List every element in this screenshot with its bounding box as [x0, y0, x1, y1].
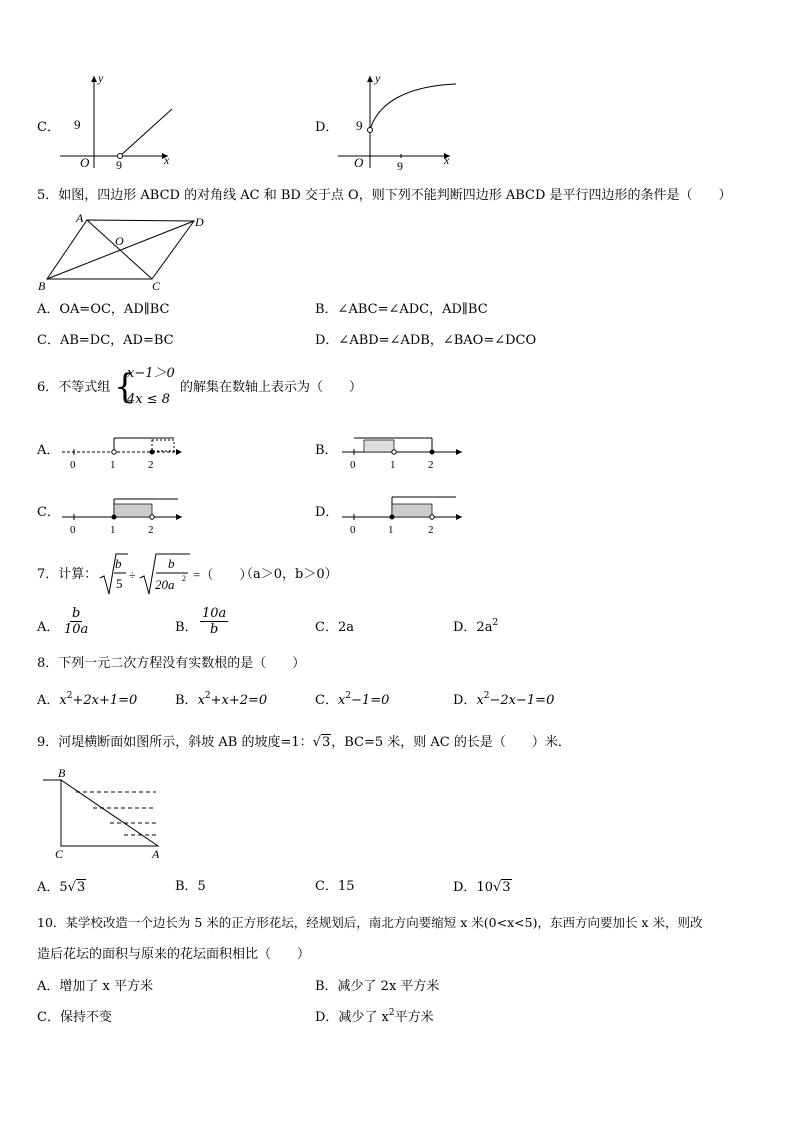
- q6-brace: {: [114, 367, 136, 407]
- q7-b-num: 10a: [202, 606, 227, 621]
- q8-c-post: −1=0: [351, 693, 390, 708]
- q5-stem: 5．如图，四边形 ABCD 的对角线 AC 和 BD 交于点 O，则下列不能判断四边形 ABCD 是平行四边形的条件是（ ）: [37, 188, 732, 203]
- q4c-origin: O: [80, 155, 90, 170]
- q6-numberline-a: [62, 432, 192, 472]
- q6-option-a-label: A．: [37, 443, 60, 458]
- q9-stem-prefix: 9．河堤横断面如图所示，斜坡 AB 的坡度=1：: [37, 735, 313, 750]
- q4d-x-label: x: [444, 153, 450, 167]
- q4c-y-label: y: [98, 71, 104, 85]
- q6-option-d-label: D．: [315, 505, 339, 520]
- q5-label-a: A: [76, 211, 84, 225]
- q10-d-pre: D．减少了 x: [315, 1010, 389, 1025]
- q7-f2-num: b: [168, 556, 175, 571]
- q7-a-den: 10a: [64, 622, 89, 637]
- q5-label-d: D: [195, 215, 204, 229]
- q7-f1-den: 5: [116, 576, 123, 591]
- q7-f1-num: b: [115, 556, 122, 571]
- q6b-tick-0: 0: [350, 459, 356, 471]
- q4d-x-tick: 9: [397, 159, 403, 173]
- q8-d-post: −2x−1=0: [489, 693, 555, 708]
- q7-stem-prefix: 7．计算：: [37, 567, 98, 582]
- q7-div: ÷: [129, 568, 136, 582]
- q9-label-a: A: [152, 847, 160, 861]
- q5-option-b: B．∠ABC=∠ADC，AD∥BC: [315, 302, 488, 317]
- q8-b-label: B．: [175, 693, 198, 708]
- q10-option-b: B．减少了 2x 平方米: [315, 979, 440, 994]
- q7-condition: （a＞0，b＞0）: [240, 567, 338, 582]
- q6-stem-prefix: 6．不等式组: [37, 380, 111, 395]
- q6c-tick-0: 0: [70, 524, 76, 536]
- q9-stem: 9．河堤横断面如图所示，斜坡 AB 的坡度=1：√3，BC=5 米，则 AC 的长是（ ）米．: [37, 735, 571, 750]
- q6c-tick-1: 1: [110, 524, 116, 536]
- q7-option-a-label: A．: [37, 620, 60, 635]
- q6-numberline-d: [342, 494, 472, 534]
- q7-eq: =（ ）: [193, 567, 253, 582]
- q7-d-exp: 2: [492, 618, 499, 628]
- q8-stem: 8．下列一元二次方程没有实数根的是（ ）: [37, 656, 306, 671]
- q4-graph-c: [60, 72, 180, 172]
- q8-option-d: [453, 693, 554, 709]
- q10-stem-line2: 造后花坛的面积与原来的花坛面积相比（ ）: [37, 947, 311, 962]
- q8-d-exp: 2: [483, 691, 490, 701]
- q8-b-pre: x: [197, 693, 205, 708]
- q9-label-c: C: [55, 847, 64, 861]
- q9-a-rad: 3: [76, 880, 86, 895]
- q9-option-c: C．15: [315, 879, 355, 894]
- q7-d-base: D．2a: [453, 620, 493, 635]
- q9-option-d: D．10√3: [453, 880, 511, 895]
- q5-option-d: D．∠ABD=∠ADB，∠BAO=∠DCO: [315, 333, 537, 348]
- q6a-tick-2: 2: [148, 459, 154, 471]
- q10-d-post: 平方米: [394, 1010, 434, 1025]
- q4d-origin: O: [354, 155, 364, 170]
- q8-b-exp: 2: [204, 691, 211, 701]
- q7-option-b-fraction: [200, 606, 228, 637]
- q6b-tick-1: 1: [390, 459, 396, 471]
- q4-graph-d: [338, 72, 458, 172]
- q4-option-c-label: C．: [37, 120, 60, 135]
- q7-option-c: C．2a: [315, 620, 354, 635]
- q5-option-a: A．OA=OC，AD∥BC: [37, 302, 170, 317]
- q6-option-b-label: B．: [315, 443, 338, 458]
- q9-d-rad: 3: [502, 880, 511, 895]
- q4c-y-tick: 9: [74, 117, 81, 132]
- q9-figure-embankment: [38, 766, 178, 862]
- q7-option-b-label: B．: [175, 620, 198, 635]
- q6-option-c-label: C．: [37, 505, 60, 520]
- q5-label-b: B: [38, 279, 46, 293]
- q8-b-post: +x+2=0: [210, 693, 268, 708]
- q8-option-a: [37, 693, 137, 709]
- q4c-x-tick: 9: [116, 158, 122, 172]
- q8-a-post: +2x+1=0: [72, 693, 138, 708]
- q4d-y-label: y: [375, 71, 381, 85]
- q5-label-o: O: [115, 234, 124, 248]
- q10-stem-line1: 10．某学校改造一个边长为 5 米的正方形花坛，经规划后，南北方向要缩短 x 米(0<x<5)，东西方向要加长 x 米，则改: [37, 915, 703, 930]
- q10-d-exp: 2: [388, 1008, 395, 1018]
- q7-option-d: [453, 620, 498, 636]
- q7-a-num: b: [71, 606, 81, 621]
- q5-option-c: C．AB=DC，AD=BC: [37, 333, 174, 348]
- q5-label-c: C: [152, 279, 161, 293]
- q5-figure-parallelogram: [38, 212, 213, 292]
- q6-stem-suffix: 的解集在数轴上表示为（ ）: [180, 380, 363, 395]
- q4d-y-tick: 9: [356, 118, 363, 133]
- q9-stem-suffix: ，BC=5 米，则 AC 的长是（ ）米．: [331, 735, 571, 750]
- q9-a-coef: 5: [59, 880, 68, 895]
- q9-option-a: A．5√3: [37, 880, 86, 895]
- q9-d-coef: 10: [476, 880, 493, 895]
- q8-option-c: [315, 693, 389, 709]
- q8-a-pre: x: [59, 693, 67, 708]
- q4c-x-label: x: [164, 153, 170, 167]
- q8-option-b: [175, 693, 267, 709]
- q6-numberline-b: [342, 432, 472, 472]
- q6d-tick-0: 0: [350, 524, 356, 536]
- q6b-tick-2: 2: [428, 459, 434, 471]
- q10-option-a: A．增加了 x 平方米: [37, 979, 153, 994]
- q7-f2-den-exp: 2: [182, 574, 186, 583]
- q9-a-label: A．: [37, 880, 60, 895]
- q9-option-b: B．5: [175, 879, 206, 894]
- q4-option-d-label: D．: [315, 120, 339, 135]
- q8-d-pre: x: [476, 693, 484, 708]
- q10-option-d: [315, 1010, 434, 1026]
- q7-b-den: b: [209, 622, 219, 637]
- q6a-tick-1: 1: [110, 459, 116, 471]
- q6-inequality-2: 4x ≤ 8: [127, 392, 171, 407]
- q8-a-exp: 2: [66, 691, 73, 701]
- q6d-tick-2: 2: [428, 524, 434, 536]
- q6-inequality-1: x−1＞0: [127, 366, 175, 381]
- q6c-tick-2: 2: [148, 524, 154, 536]
- q9-d-label: D．: [453, 880, 477, 895]
- q7-f2-den: 20a: [155, 577, 175, 592]
- q8-c-exp: 2: [345, 691, 352, 701]
- q9-label-b: B: [58, 766, 66, 780]
- q9-sqrt-value: 3: [321, 735, 331, 750]
- q6-numberline-c: [62, 494, 192, 534]
- q8-c-pre: x: [337, 693, 346, 708]
- q6a-tick-0: 0: [70, 459, 76, 471]
- q8-c-label: C．: [315, 693, 338, 708]
- q7-option-a-fraction: [62, 606, 90, 637]
- q8-a-label: A．: [37, 693, 60, 708]
- q10-option-c: C．保持不变: [37, 1010, 112, 1025]
- q6d-tick-1: 1: [388, 524, 394, 536]
- q8-d-label: D．: [453, 693, 477, 708]
